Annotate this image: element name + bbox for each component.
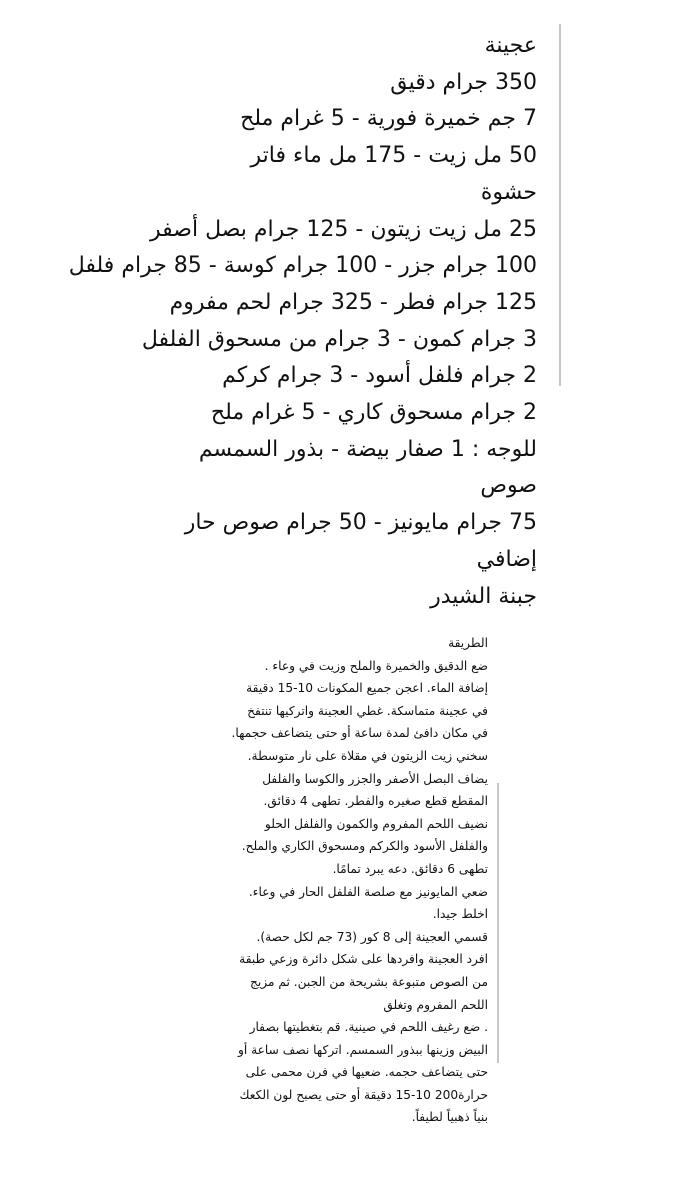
ingredient-line: جبنة الشيدر	[430, 583, 537, 609]
vertical-rule-bottom	[497, 783, 499, 1063]
method-line: يضاف البصل الأصفر والجزر والكوسا والفلفل	[262, 771, 488, 786]
ingredient-line: 125 جرام فطر - 325 جرام لحم مفروم	[169, 289, 537, 315]
method-line: في عجينة متماسكة. غطي العجينة واتركيها تنتفخ	[247, 703, 488, 718]
vertical-rule-top	[559, 24, 561, 386]
method-line: حرارة200 10-15 دقيقة أو حتى يصبح لون الكعك	[239, 1087, 488, 1102]
method-line: من الصوص متبوعة بشريحة من الجبن. ثم مزيج	[249, 974, 488, 989]
method-line: ضعي المايونيز مع صلصة الفلفل الحار في وعاء.	[248, 884, 488, 899]
extra-heading: إضافي	[476, 546, 537, 572]
method-line: قسمي العجينة إلى 8 كور (73 جم لكل حصة).	[256, 929, 488, 944]
dough-heading: عجينة	[484, 33, 537, 58]
ingredient-line: 2 جرام مسحوق كاري - 5 غرام ملح	[210, 400, 537, 426]
method-line: والفلفل الأسود والكركم ومسحوق الكاري والملح.	[241, 839, 488, 854]
method-list	[188, 632, 488, 1129]
method-line: اخلط جيدا.	[432, 907, 488, 922]
method-line: المقطع قطع صغيره والفطر. تطهى 4 دقائق.	[263, 794, 488, 809]
ingredient-line: 25 مل زيت زيتون - 125 جرام بصل أصفر	[150, 216, 537, 242]
ingredient-line: 3 جرام كمون - 3 جرام من مسحوق الفلفل	[141, 326, 537, 352]
ingredients-list	[17, 28, 537, 615]
sauce-heading: صوص	[480, 473, 537, 499]
topping-line: للوجه : 1 صفار بيضة - بذور السمسم	[198, 436, 537, 462]
ingredient-line: 2 جرام فلفل أسود - 3 جرام كركم	[222, 363, 537, 389]
method-line: ضع الدقيق والخميرة والملح وزيت في وعاء .	[264, 658, 488, 673]
method-line: . ضع رغيف اللحم في صينية. قم بتغطيتها بصفار	[249, 1020, 488, 1035]
ingredient-line: 100 جرام جزر - 100 جرام كوسة - 85 جرام فلفل	[68, 253, 537, 279]
method-line: في مكان دافئ لمدة ساعة أو حتى يتضاعف حجمها.	[231, 726, 488, 741]
method-line: حتى يتضاعف حجمه. ضعيها في فرن محمى على	[245, 1065, 488, 1080]
filling-heading: حشوة	[480, 179, 537, 205]
method-line: نضيف اللحم المفروم والكمون والفلفل الحلو	[264, 816, 488, 831]
method-line: البيض وزينها ببذور السمسم. اتركها نصف ساعة أو	[237, 1042, 488, 1057]
ingredient-line: 7 جم خميرة فورية - 5 غرام ملح	[240, 106, 537, 132]
method-line: تطهى 6 دقائق. دعه يبرد تمامًا.	[332, 861, 488, 876]
ingredient-line: 75 جرام مايونيز - 50 جرام صوص حار	[184, 510, 537, 536]
ingredient-line: 50 مل زيت - 175 مل ماء فاتر	[250, 143, 537, 169]
method-heading: الطريقة	[448, 636, 488, 650]
method-line: سخني زيت الزيتون في مقلاة على نار متوسطة.	[247, 748, 488, 763]
method-line: اللحم المفروم وتغلق	[383, 997, 488, 1012]
method-line: إضافة الماء. اعجن جميع المكونات 10-15 دقيقة	[246, 681, 488, 696]
method-line: بنياً ذهبياً لطيفاً.	[411, 1110, 488, 1125]
method-line: افرد العجينة وافردها على شكل دائرة وزعي طبقة	[239, 952, 488, 967]
ingredient-line: 350 جرام دقيق	[390, 69, 537, 95]
